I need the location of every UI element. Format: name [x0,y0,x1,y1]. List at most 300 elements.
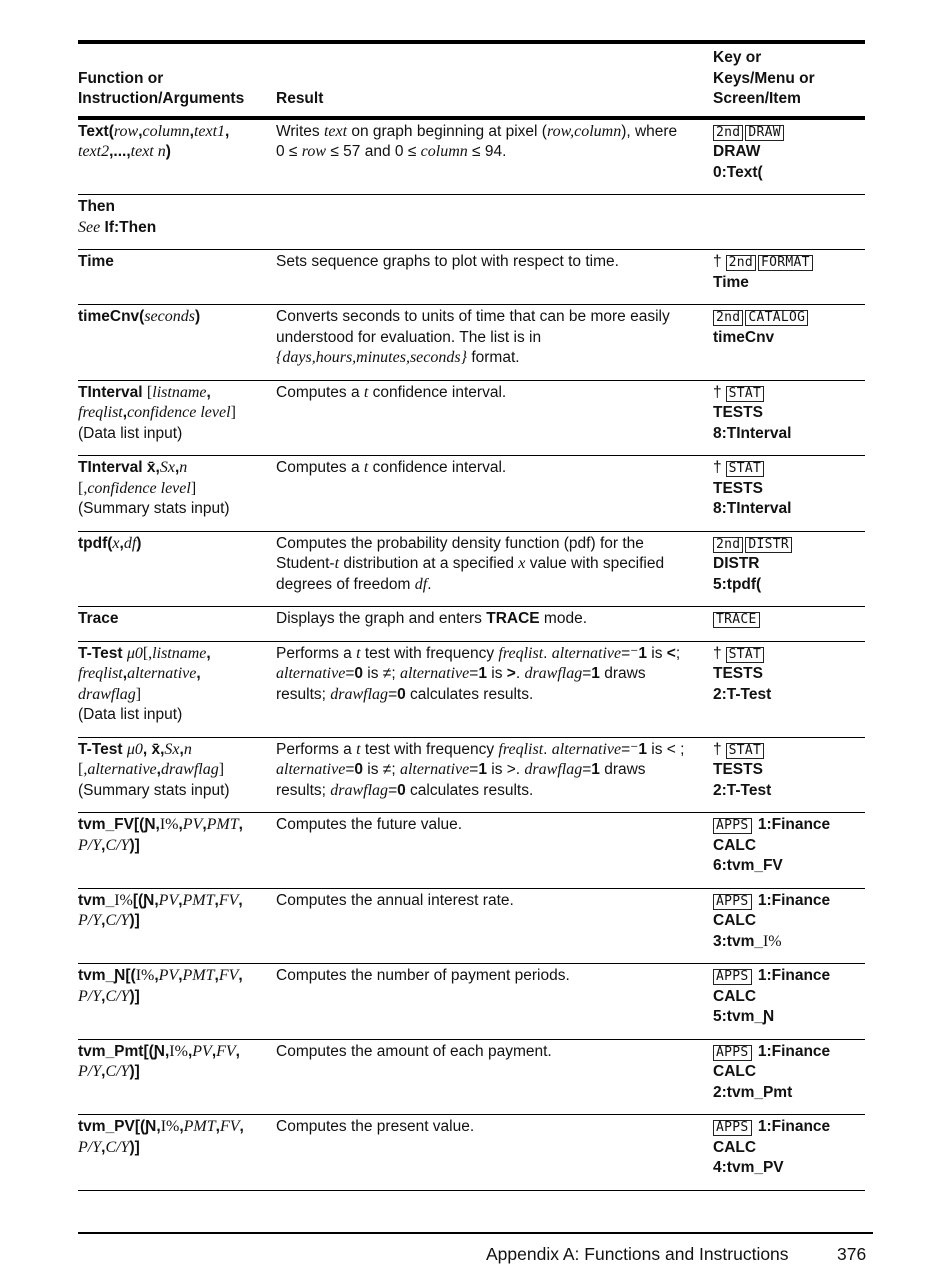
result-line [276,575,707,596]
text-run: ≤ 57 and 0 ≤ [326,143,421,160]
text-run: 0 [354,761,363,778]
text-run: {days,hours,minutes,seconds} [276,349,468,366]
result-line [276,664,707,685]
text-run: , [101,1138,106,1156]
text-run: 8:TInterval [713,424,792,442]
text-run: DISTR [713,555,760,572]
text-run: PMT [183,1118,216,1135]
key-label: APPS [713,969,752,985]
text-run: I% [135,967,155,984]
result-cell [276,1115,713,1191]
text-run: , [156,761,161,778]
function-cell [78,531,276,607]
text-run: Computes the probability density function (pdf) for the [276,534,644,552]
function-line [78,122,270,143]
result-cell [276,737,713,813]
text-run: TInterval x̄, [78,459,160,476]
keys-line [713,252,859,273]
text-run: < [666,644,676,662]
text-run: 0 [397,685,406,703]
text-run: . [427,575,432,593]
table-row [78,1115,865,1191]
text-run: listname [152,383,207,401]
text-run: )] [129,987,140,1005]
text-run: CALC [713,912,757,929]
function-line [78,609,270,630]
function-cell [78,607,276,642]
result-line [276,685,707,706]
text-run: Sx [159,459,175,476]
text-run: 1 [478,761,487,778]
text-run: CALC [713,836,757,854]
text-run: distribution at a specified [339,555,519,572]
text-run: draws [599,665,646,682]
header-result [276,42,713,118]
table-row [78,380,865,456]
keys-cell [713,118,865,195]
text-run: df [414,575,428,593]
result-cell [276,380,713,456]
text-run: is ≠; [363,665,400,682]
text-run: =⁻ [621,644,639,662]
result-line [276,122,707,143]
text-run: [(Ɲ, [132,891,159,909]
text-run: 5:tvm_Ɲ [713,1008,775,1025]
keys-cell [713,1039,865,1115]
key-label: STAT [726,461,765,477]
function-cell [78,118,276,195]
keys-line [713,664,859,685]
text-run: n [183,740,192,758]
header-function-line: Function or [78,69,164,87]
text-run: Computes the number of payment periods. [276,967,570,984]
text-run: freqlist [78,665,123,682]
keys-line [713,479,859,500]
text-run: , [174,459,180,476]
text-run: , x̄, [142,740,165,758]
result-line [276,644,707,665]
function-cell [78,1039,276,1115]
function-cell [78,737,276,813]
keys-cell [713,195,865,250]
text-run: I% [159,816,179,833]
table-row [78,118,865,195]
text-run: C/Y [105,836,130,854]
result-cell [276,118,713,195]
keys-cell [713,888,865,964]
text-run: Performs a [276,740,357,758]
keys-cell [713,531,865,607]
result-line [276,781,707,802]
text-run: [, [78,479,88,497]
text-run: alternative [276,761,346,778]
text-run: draws [599,761,646,778]
text-run: P/Y [78,987,102,1005]
text-run: confidence level [87,479,191,497]
text-run: Sets sequence graphs to plot with respect to time. [276,253,619,270]
text-run: ) [165,143,171,160]
function-cell [78,1115,276,1191]
function-line [78,499,270,520]
table-row [78,964,865,1040]
text-run: , [138,122,143,140]
text-run: Time [78,253,114,270]
function-line [78,740,270,761]
text-run: 1 [638,644,647,662]
function-line [78,307,270,328]
text-run: ) [136,534,142,552]
text-run: degrees of freedom [276,575,415,593]
result-line [276,554,707,575]
text-run: tvm_PV[(Ɲ, [78,1118,161,1135]
table-row [78,195,865,250]
function-cell [78,305,276,381]
result-line [276,328,707,349]
function-line [78,966,270,987]
keys-cell [713,964,865,1040]
text-run: 0 [397,781,406,799]
text-run: 0 ≤ [276,143,302,160]
text-run: = [345,761,355,778]
function-line [78,781,270,802]
text-run: ] [218,761,225,778]
keys-line [713,273,859,294]
text-run: , [187,1042,193,1060]
keys-line [713,740,859,761]
text-run: 1 [478,665,487,682]
text-run: , [196,665,201,682]
text-run: alternative [551,740,622,758]
text-run: = [345,665,355,682]
text-run: ,..., [109,143,131,160]
dagger-mark: † [713,383,722,401]
keys-line [713,1007,859,1028]
text-run: (Summary stats input) [78,781,230,799]
keys-cell [713,380,865,456]
result-line [276,815,707,836]
functions-table [78,40,865,1191]
text-run: 2:T-Test [713,781,772,799]
keys-line [713,424,859,445]
text-run: PV [182,816,203,833]
text-run: . [515,665,525,682]
text-run: ≤ 94. [467,143,507,160]
text-run: , [119,534,124,552]
key-label: STAT [726,386,765,402]
keys-cell [713,641,865,737]
text-run: , [179,1118,184,1135]
text-run: is [486,665,507,682]
text-run: )] [129,836,140,854]
text-run: , [154,967,159,984]
text-run: , [211,1042,217,1060]
text-run: x [112,534,120,552]
text-run: C/Y [105,1063,130,1080]
text-run: PMT [182,891,215,909]
text-run: alternative [399,761,470,778]
text-run: 1:Finance [753,891,831,909]
result-line [276,348,707,369]
function-line [78,1042,270,1063]
text-run: calculates results. [405,781,534,799]
header-keys [713,42,865,118]
footer-rule [78,1232,873,1234]
text-run: Trace [78,610,119,627]
text-run: freqlist [498,740,544,758]
text-run: freqlist [498,644,544,662]
key-label: 2nd [713,125,743,141]
text-run: df [123,534,137,552]
text-run: Text( [78,122,114,140]
text-run: 8:TInterval [713,500,792,517]
text-run: is [646,644,667,662]
result-cell [276,607,713,642]
result-line [276,966,707,987]
text-run: Displays the graph and enters [276,610,487,627]
text-run: , [202,816,207,833]
function-line [78,479,270,500]
text-run: x [518,555,526,572]
text-run: TRACE [486,610,540,627]
text-run: P/Y [78,1138,102,1156]
function-line [78,644,270,665]
keys-line [713,1083,859,1104]
result-cell [276,305,713,381]
text-run: TESTS [713,761,763,778]
text-run: understood for evaluation. The list is in [276,328,542,346]
keys-line [713,499,859,520]
dagger-mark: † [713,459,722,476]
text-run: 4:tvm_PV [713,1159,784,1176]
text-run: 1 [591,761,600,778]
text-run: 6:tvm_FV [713,857,783,874]
table-row [78,456,865,532]
text-run: on graph beginning at pixel ( [347,122,547,140]
text-run: is ≠; [363,761,400,778]
result-cell [276,888,713,964]
text-run: . [543,740,552,758]
text-run: TESTS [713,404,763,421]
text-run: t [356,740,361,758]
text-run: TESTS [713,479,763,497]
result-line [276,458,707,479]
result-line [276,383,707,404]
text-run: confidence interval. [368,383,507,401]
text-run: (Summary stats input) [78,500,230,517]
text-run: alternative [399,665,470,682]
result-cell [276,964,713,1040]
text-run: P/Y [78,836,102,854]
result-line [276,740,707,761]
text-run: ] [135,685,142,703]
function-line [78,403,270,424]
text-run: ), where [621,122,678,140]
text-run: . [543,644,552,662]
result-cell [276,1039,713,1115]
result-cell [276,813,713,889]
function-line [78,836,270,857]
text-run: , [179,740,184,758]
text-run: alternative [551,644,622,662]
function-cell [78,456,276,532]
text-run: timeCnv( [78,308,145,325]
table-row [78,607,865,642]
keys-line [713,760,859,781]
keys-line [713,1158,859,1179]
text-run: 1 [638,740,647,758]
text-run: tvm_ [78,891,115,909]
result-cell [276,250,713,305]
text-run: PMT [182,967,215,984]
text-run: alternative [87,761,157,778]
function-cell [78,250,276,305]
text-run: FV [216,1042,236,1060]
result-line [276,142,707,163]
function-line [78,1138,270,1159]
result-line [276,1042,707,1063]
text-run: tvm_Ɲ[( [78,967,136,984]
table-row [78,813,865,889]
text-run: text2 [78,143,110,160]
text-run: , [238,891,243,909]
text-run: text1 [193,122,226,140]
text-run: t [363,459,369,476]
text-run: P/Y [78,912,102,929]
text-run: See [78,218,101,236]
keys-line [713,987,859,1008]
function-line [78,424,270,445]
function-line [78,664,270,685]
result-cell [276,641,713,737]
text-run: text [323,122,348,140]
function-line [78,1062,270,1083]
reference-page [78,40,865,1191]
keys-line [713,383,859,404]
result-cell [276,195,713,250]
text-run: , [239,1118,244,1135]
function-line [78,685,270,706]
text-run: is >. [486,761,525,778]
text-run: alternative [127,665,197,682]
text-run: 2:T-Test [713,685,772,703]
dagger-mark: † [713,740,722,758]
text-run: column [142,122,190,140]
function-line [78,218,270,239]
text-run: , [101,912,106,929]
dagger-mark: † [713,644,722,662]
text-run: , [101,987,106,1005]
text-run: = [388,685,398,703]
table-row [78,531,865,607]
text-run: Computes the future value. [276,816,463,833]
result-cell [276,456,713,532]
function-line [78,197,270,218]
text-run: , [178,891,183,909]
text-run: 1:Finance [753,1118,831,1135]
key-label: APPS [713,818,752,834]
text-run: Time [713,273,749,291]
keys-cell [713,250,865,305]
keys-line [713,1138,859,1159]
keys-line [713,644,859,665]
text-run: TESTS [713,665,763,682]
function-cell [78,964,276,1040]
keys-line [713,966,859,987]
text-run: timeCnv [713,328,775,346]
keys-line [713,781,859,802]
text-run: tvm_Pmt[(Ɲ, [78,1042,170,1060]
text-run: (Data list input) [78,424,183,442]
text-run: = [388,781,398,799]
text-run: Then [78,198,116,215]
keys-cell [713,607,865,642]
table-row [78,1039,865,1115]
keys-cell [713,813,865,889]
text-run: 2:tvm_Pmt [713,1083,793,1101]
text-run: drawflag [330,685,389,703]
text-run: PV [192,1042,212,1060]
keys-line [713,458,859,479]
text-run: test with frequency [360,740,499,758]
key-label: STAT [726,743,765,759]
text-run: value with specified [525,555,665,572]
text-run: FV [218,967,239,984]
table-row [78,641,865,737]
text-run: drawflag [524,665,583,682]
text-run: confidence level [127,404,231,421]
text-run: tpdf( [78,534,113,552]
text-run: listname [152,644,207,662]
function-line [78,760,270,781]
key-label: APPS [713,1120,752,1136]
text-run: )] [129,1138,140,1156]
text-run: t [334,555,340,572]
text-run: drawflag [330,781,389,799]
function-cell [78,641,276,737]
keys-line [713,685,859,706]
text-run: 5:tpdf( [713,575,762,593]
function-cell [78,195,276,250]
text-run: 0:Text( [713,163,763,181]
result-line [276,609,707,630]
text-run: ; [675,644,681,662]
text-run: Computes the annual interest rate. [276,891,514,909]
table-row [78,305,865,381]
text-run: I% [762,932,782,950]
text-run: , [101,1063,106,1080]
text-run: ) [194,308,201,325]
text-run: n [179,459,188,476]
text-run: , [238,816,243,833]
text-run: format. [467,349,520,366]
text-run: T-Test [78,644,127,662]
function-cell [78,380,276,456]
header-function [78,42,276,118]
text-run: PV [158,967,179,984]
table-row [78,888,865,964]
text-run: =⁻ [621,740,639,758]
text-run: 3:tvm_ [713,932,763,950]
header-function-line: Instruction/Arguments [78,90,245,107]
text-run: , [122,665,128,682]
function-line [78,911,270,932]
text-run: results; [276,781,331,799]
function-line [78,252,270,273]
text-run: T-Test [78,740,127,758]
keys-line [713,554,859,575]
keys-line [713,307,859,328]
text-run: I% [160,1118,180,1135]
